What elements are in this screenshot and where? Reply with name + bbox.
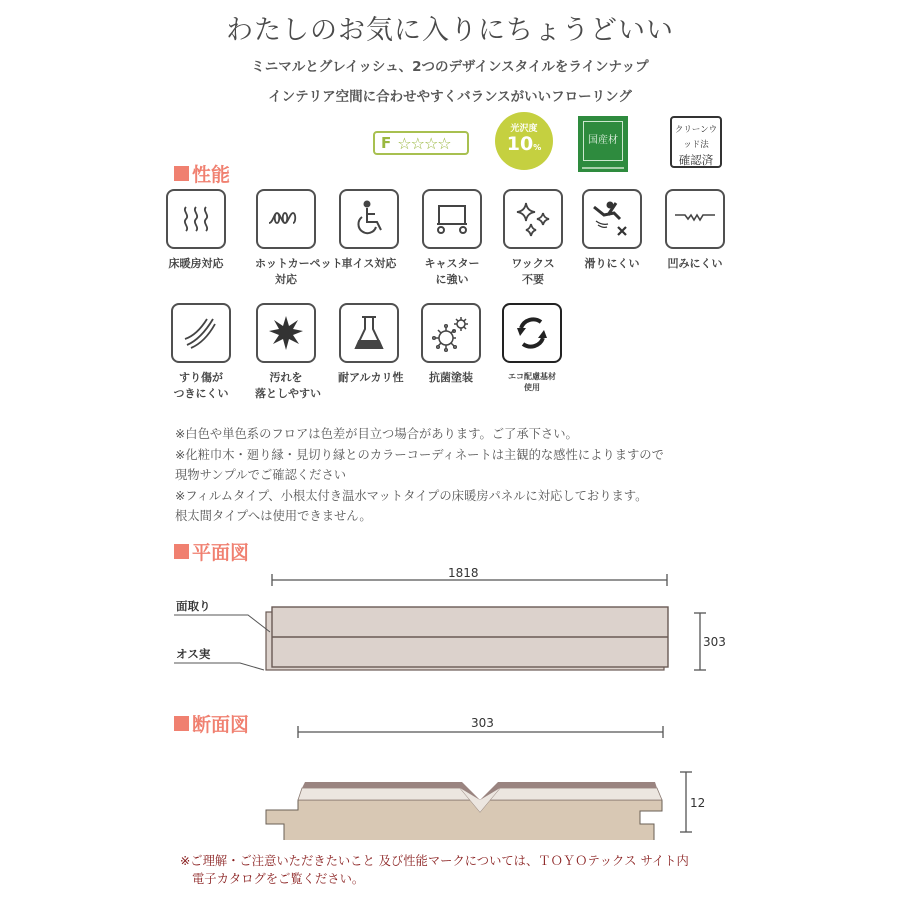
section-width-label: 303 [471, 716, 494, 730]
feature-stain-resistant [255, 303, 321, 402]
feature-label: 抗菌塗装 [429, 371, 473, 384]
note-line: ※白色や単色系のフロアは色差が目立つ場合があります。ご了承下さい。 [175, 427, 578, 441]
subtitle-2: インテリア空間に合わせやすくバランスがいいフローリング [268, 89, 632, 105]
notes-block [175, 424, 664, 527]
feature-label: すり傷が つきにくい [173, 371, 229, 400]
note-line: 根太間タイプへは使用できません。 [175, 509, 372, 523]
sparkle-icon [503, 189, 563, 249]
stain-splash-icon [256, 303, 316, 363]
feature-label: キャスター に強い [424, 257, 480, 286]
subtitle-1: ミニマルとグレイッシュ、2つのデザインスタイルをラインナップ [251, 59, 649, 75]
feature-antibacterial [420, 303, 482, 386]
footnote [180, 852, 689, 888]
domestic-wood-label: 国産材 [583, 121, 623, 161]
floor-heating-icon [166, 189, 226, 249]
recycle-arrows-icon [502, 303, 562, 363]
plan-width-label: 303 [703, 635, 726, 649]
feature-label: 耐アルカリ性 [338, 371, 404, 384]
flask-icon [339, 303, 399, 363]
performance-heading: 性能 [174, 160, 230, 187]
feature-eco-material [501, 303, 563, 393]
footnote-line-1: ※ご理解・ご注意いただきたいこと 及び性能マークについては、ＴＯＹＯテックス サイト内 [180, 854, 689, 868]
feature-label: 凹みにくい [667, 257, 723, 270]
f-star-badge [373, 131, 469, 155]
caster-icon [422, 189, 482, 249]
scratch-icon [171, 303, 231, 363]
feature-label: 滑りにくい [584, 257, 640, 270]
note-line: ※フィルムタイプ、小根太付き温水マットタイプの床暖房パネルに対応しております。 [175, 488, 648, 503]
section-view-diagram [160, 720, 740, 840]
feature-hot-carpet [255, 189, 343, 288]
feature-label: 床暖房対応 [168, 257, 224, 270]
feature-dent-resistant [664, 189, 726, 272]
page-title: わたしのお気に入りにちょうどいい [226, 15, 674, 46]
tongue-label: オス実 [176, 647, 211, 661]
star-icons: ☆☆☆☆ [397, 133, 451, 153]
feature-scratch-resistant [170, 303, 232, 402]
section-thickness-label: 12 [690, 796, 706, 810]
clean-wood-line2: 確認済 [678, 153, 714, 167]
plan-length-label: 1818 [448, 566, 479, 580]
slip-person-icon [582, 189, 642, 249]
feature-floor-heating [165, 189, 227, 272]
feature-caster [421, 189, 483, 288]
square-bullet-icon [174, 544, 189, 559]
feature-no-wax [502, 189, 564, 288]
wheelchair-icon [339, 189, 399, 249]
note-line: 現物サンプルでご確認ください [175, 468, 347, 482]
feature-label: ワックス 不要 [511, 257, 555, 286]
f-letter: F [381, 134, 392, 152]
feature-alkali-resistant [338, 303, 404, 386]
hot-carpet-icon [256, 189, 316, 249]
badge-footer-line [582, 167, 624, 169]
gloss-badge [495, 112, 553, 170]
domestic-wood-badge [578, 116, 628, 172]
feature-wheelchair [338, 189, 400, 272]
section-view-heading: 断面図 [174, 710, 249, 737]
square-bullet-icon [174, 166, 189, 181]
feature-label: ホットカーペット 対応 [255, 257, 343, 286]
feature-label: 汚れを 落としやすい [255, 371, 321, 400]
note-line: ※化粧巾木・廻り縁・見切り縁とのカラーコーディネートは主観的な感性によりますので [175, 447, 664, 462]
feature-label: エコ配慮基材 使用 [508, 372, 556, 392]
footnote-line-2: 電子カタログをご覧ください。 [192, 872, 365, 886]
clean-wood-badge [670, 116, 722, 168]
gloss-label: 光沢度 [510, 124, 538, 134]
feature-label: 車イス対応 [341, 257, 397, 270]
clean-wood-line1: クリーンウッド法 [674, 125, 718, 150]
feature-slip-resistant [581, 189, 643, 272]
chamfer-label: 面取り [176, 599, 211, 613]
dent-icon [665, 189, 725, 249]
gloss-value: 10% [506, 133, 542, 155]
bacteria-icon [421, 303, 481, 363]
plan-view-heading: 平面図 [174, 538, 249, 565]
